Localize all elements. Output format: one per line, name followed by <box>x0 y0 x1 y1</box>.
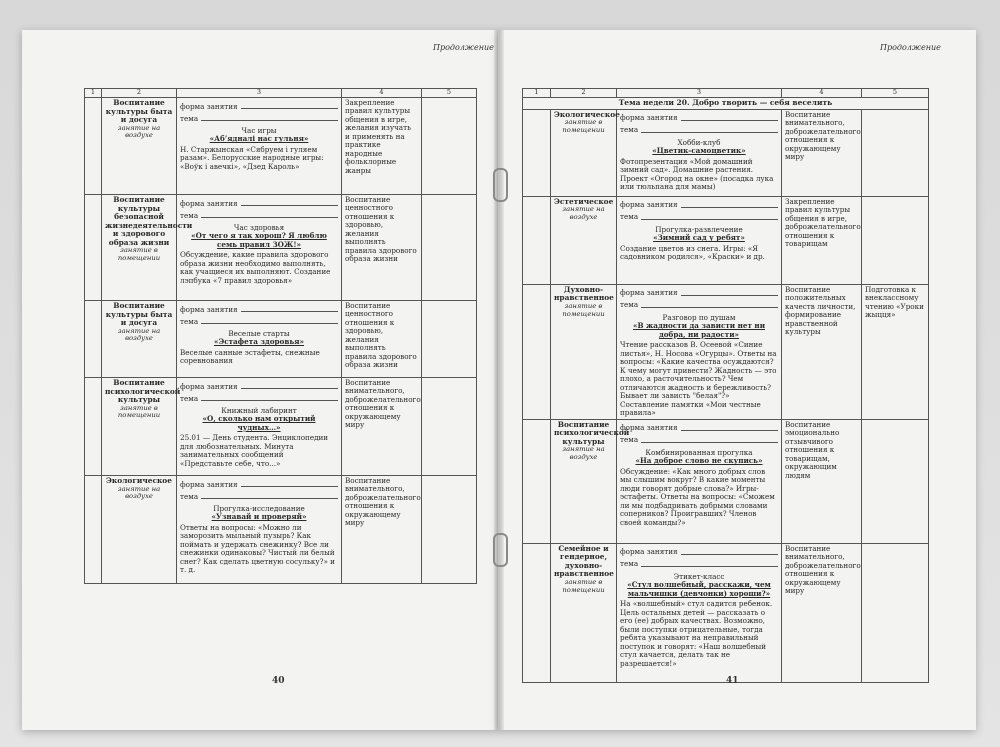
event-name: Комбинированная прогулка <box>645 447 753 457</box>
event-name: Час игры <box>241 126 277 135</box>
direction-title: Воспитание психологической культуры <box>554 419 630 446</box>
event-heading <box>620 139 778 156</box>
activity-row <box>523 284 929 419</box>
event-description: На «волшебный» стул садится ребенок. Цель остальных детей — рассказать о его (ее) добрых качествах. Возможно, были поступки отрицательные, тогда ребята указывают на неправильный поступок и говорят: «Наш волшебный стул качается, делать так не разрешается!» <box>620 599 773 668</box>
event-description: Веселые санные эстафеты, снежные соревнования <box>180 347 320 366</box>
direction-title: Воспитание культуры быта и досуга <box>105 301 173 328</box>
activity-row <box>85 378 477 476</box>
form-label: форма занятия <box>180 381 238 391</box>
row-number-cell <box>523 109 551 196</box>
event-description: Фотопрезентация «Мой домашний зимний сад». Домашние растения. Проект «Огород на окне» (посадка лука или тюльпана для мамы) <box>620 156 774 192</box>
row-number-cell <box>85 98 102 195</box>
col-number: 5 <box>862 89 929 98</box>
activity-row <box>523 543 929 682</box>
direction-title: Эстетическое <box>554 196 614 206</box>
activity-mode: занятие в помещении <box>562 301 605 318</box>
column-number-row <box>523 89 929 98</box>
form-field <box>620 111 778 123</box>
event-description: Обсуждение, какие правила здорового образа жизни необходимо выполнять, как учащиеся их выполняют. Создание лэпбука «7 правил здоровья» <box>180 250 331 285</box>
form-field <box>180 99 338 111</box>
event-name: Прогулка-развлечение <box>655 224 743 234</box>
page-number-left: 40 <box>272 676 285 686</box>
activity-cell <box>177 378 342 476</box>
form-label: форма занятия <box>620 113 678 123</box>
form-field <box>180 302 338 314</box>
activity-cell <box>177 195 342 301</box>
theme-field <box>620 433 778 445</box>
row-number-cell <box>85 378 102 476</box>
activity-cell <box>617 419 782 543</box>
activity-cell <box>617 284 782 419</box>
event-description: Создание цветов из снега. Игры: «Я садовником родился», «Краски» и др. <box>620 243 765 262</box>
theme-label: тема <box>180 316 199 326</box>
theme-field <box>620 298 778 310</box>
goal-cell: Закрепление правил культуры общения в игре, желания изучать и применять на практике народные фольклорные жанры <box>342 98 422 195</box>
direction-title: Воспитание культуры быта и досуга <box>105 98 173 125</box>
direction-title: Духовно-нравственное <box>554 284 614 303</box>
notes-cell <box>422 98 477 195</box>
theme-field <box>180 314 338 326</box>
form-field <box>620 545 778 557</box>
activity-cell <box>617 109 782 196</box>
activity-mode: занятие в помещении <box>117 403 161 420</box>
form-label: форма занятия <box>180 101 238 111</box>
goal-cell: Воспитание ценностного отношения к здоровью, желания выполнять правила здорового образа жизни <box>342 195 422 301</box>
form-blank-line <box>681 554 778 555</box>
event-name: Час здоровья <box>233 223 285 232</box>
continued-label-left: Продолжение <box>433 43 494 52</box>
theme-field <box>620 557 778 569</box>
row-number-cell <box>85 195 102 301</box>
row-number-cell <box>523 543 551 682</box>
form-blank-line <box>241 205 338 206</box>
week-theme-row <box>523 98 929 110</box>
event-title: «В жадности да зависти нет ни добра, ни радости» <box>632 321 766 339</box>
activity-cell <box>617 196 782 284</box>
theme-label: тема <box>620 300 639 310</box>
theme-blank-line <box>201 120 338 121</box>
col-number: 5 <box>422 89 477 98</box>
page-number-right: 41 <box>726 676 739 686</box>
goal-cell: Закрепление правил культуры общения в игре, доброжелательного отношения к товарищам <box>782 196 862 284</box>
direction-title: Семейное и гендерное, духовно-нравственное <box>554 543 614 579</box>
event-description: Обсуждение: «Как много добрых слов мы слышим вокруг? В какие моменты люди говорят добрые слова?» Игры-эстафеты. Ответы на вопросы: «Сможем ли мы подбадривать добрыми словами соперников? Проигравших? Членов своей команды?» <box>620 466 775 527</box>
col-number: 4 <box>342 89 422 98</box>
goal-cell: Воспитание ценностного отношения к здоровью, желания выполнять правила здорового образа жизни <box>342 301 422 378</box>
activity-row <box>523 419 929 543</box>
goal-cell: Воспитание внимательного, доброжелательного отношения к окружающему миру <box>782 109 862 196</box>
theme-field <box>180 489 338 501</box>
theme-blank-line <box>641 442 778 443</box>
theme-label: тема <box>620 125 639 135</box>
row-number-cell <box>85 301 102 378</box>
form-label: форма занятия <box>180 198 238 208</box>
event-name: Разговор по душам <box>662 312 736 322</box>
goal-cell: Воспитание внимательного, доброжелательного отношения к окружающему миру <box>782 543 862 682</box>
activity-row <box>523 196 929 284</box>
col-number: 4 <box>782 89 862 98</box>
form-field <box>620 421 778 433</box>
theme-label: тема <box>620 559 639 569</box>
activity-cell <box>177 98 342 195</box>
event-description: Чтение рассказов В. Осеевой «Синие листья», Н. Носова «Огурцы». Ответы на вопросы: «Какие качества осуждаются? К чему могут привести? Жадность — это плохо, а расточительность? Чем отличаются жадность и бережливость? Бывает ли зависть "белая"?» Составление памятки «Мои честные правила» <box>620 340 777 418</box>
direction-cell <box>551 284 617 419</box>
form-blank-line <box>681 295 778 296</box>
theme-label: тема <box>180 210 199 220</box>
notes-cell <box>422 476 477 584</box>
col-number: 1 <box>523 89 551 98</box>
form-blank-line <box>681 207 778 208</box>
event-title: «Зимний сад у ребят» <box>653 233 745 243</box>
direction-cell <box>551 109 620 196</box>
activity-mode: занятие на воздухе <box>117 123 161 140</box>
theme-blank-line <box>641 307 778 308</box>
notes-cell <box>422 195 477 301</box>
row-number-cell <box>523 419 551 543</box>
form-field <box>620 286 778 298</box>
theme-field <box>620 123 778 135</box>
col-number: 3 <box>617 89 782 98</box>
form-label: форма занятия <box>180 479 238 489</box>
form-label: форма занятия <box>620 547 678 557</box>
event-heading <box>180 224 338 249</box>
activity-mode: занятие на воздухе <box>562 205 605 222</box>
theme-blank-line <box>201 498 338 499</box>
continued-label-right: Продолжение <box>880 43 941 52</box>
direction-title: Воспитание культуры безопасной жизнедеятельности и здорового образа жизни <box>105 195 193 247</box>
row-number-cell <box>523 196 551 284</box>
theme-blank-line <box>641 219 778 220</box>
form-blank-line <box>241 486 338 487</box>
direction-cell <box>102 301 177 378</box>
staple-top <box>493 168 508 202</box>
activity-row <box>85 98 477 195</box>
event-heading <box>180 127 338 144</box>
theme-field <box>180 111 338 123</box>
event-description: Н. Старжынская «Сябруем і гуляем разам». Белорусские народные игры: «Воўк і авечкі», «Дзед Кароль» <box>180 144 324 171</box>
theme-label: тема <box>620 212 639 222</box>
form-blank-line <box>241 311 338 312</box>
notes-cell <box>422 301 477 378</box>
activity-row <box>85 195 477 301</box>
theme-blank-line <box>201 400 338 401</box>
activity-mode: занятие в помещении <box>562 577 605 594</box>
theme-field <box>620 210 778 222</box>
form-blank-line <box>681 120 778 121</box>
event-title: «На доброе слово не скупись» <box>635 456 763 466</box>
theme-blank-line <box>641 566 778 567</box>
notes-cell <box>862 109 929 196</box>
event-title: «О, сколько нам открытий чудных…» <box>202 414 316 432</box>
event-title: «От чего я так хорош? Я люблю семь правил ЗОЖ!» <box>191 231 327 249</box>
activity-mode: занятие в помещении <box>562 118 605 135</box>
row-number-cell <box>523 284 551 419</box>
form-label: форма занятия <box>620 200 678 210</box>
theme-blank-line <box>641 132 778 133</box>
activity-row <box>85 476 477 584</box>
activity-row <box>523 109 929 196</box>
event-heading <box>180 505 338 522</box>
form-label: форма занятия <box>620 288 678 298</box>
event-heading <box>620 226 778 243</box>
form-field <box>620 198 778 210</box>
goal-cell: Воспитание эмоционально отзывчивого отношения к товарищам, окружающим людям <box>782 419 862 543</box>
event-heading <box>620 314 778 339</box>
direction-cell <box>102 476 177 584</box>
event-heading <box>620 449 778 466</box>
form-blank-line <box>241 388 338 389</box>
theme-label: тема <box>180 113 199 123</box>
event-title: «Цветик-самоцветик» <box>652 146 746 156</box>
event-description: Ответы на вопросы: «Можно ли заморозить мыльный пузырь? Как поймать и удержать снежинку? Все ли снежинки одинаковы? Чистый ли белый снег? Как сделать цветную сосульку?» и т. д. <box>180 522 335 575</box>
direction-title: Экологическое <box>106 476 172 485</box>
notes-cell <box>862 196 929 284</box>
activity-cell <box>617 543 782 682</box>
notes-cell <box>422 378 477 476</box>
event-title: «Аб’ядналі нас гульня» <box>209 134 309 144</box>
direction-title: Воспитание психологической культуры <box>105 378 181 405</box>
goal-cell: Воспитание внимательного, доброжелательного отношения к окружающему миру <box>342 476 422 584</box>
activity-mode: занятие на воздухе <box>117 326 161 343</box>
theme-label: тема <box>620 435 639 445</box>
event-title: «Стул волшебный, расскажи, чем мальчишки (девчонки) хороши?» <box>627 580 771 598</box>
event-name: Этикет-класс <box>673 571 725 581</box>
event-heading <box>620 573 778 598</box>
event-heading <box>180 407 338 432</box>
form-label: форма занятия <box>180 304 238 314</box>
event-description: 25.01 — День студента. Энциклопедии для любознательных. Минута занимательных сообщений «Представьте себе, что...» <box>180 433 329 468</box>
event-heading <box>180 330 338 347</box>
activity-mode: занятие в помещении <box>117 246 161 262</box>
activity-mode: занятие на воздухе <box>562 445 605 462</box>
activity-row <box>85 301 477 378</box>
event-name: Веселые старты <box>228 329 290 338</box>
event-name: Хобби-клуб <box>677 137 721 147</box>
goal-cell: Воспитание положительных качеств личности, формирование нравственной культуры <box>782 284 862 419</box>
activity-mode: занятие на воздухе <box>117 484 161 501</box>
theme-blank-line <box>201 217 338 218</box>
goal-cell: Воспитание внимательного, доброжелательного отношения к окружающему миру <box>342 378 422 476</box>
event-title: «Узнавай и проверяй» <box>211 512 307 522</box>
notes-cell: Подготовка к внеклассному чтению «Уроки жыцця» <box>862 284 929 419</box>
form-field <box>180 477 338 489</box>
theme-field <box>180 391 338 403</box>
direction-cell <box>551 196 617 284</box>
direction-cell <box>102 378 181 476</box>
row-number-cell <box>85 476 102 584</box>
activity-cell <box>177 301 342 378</box>
theme-label: тема <box>180 393 199 403</box>
form-blank-line <box>241 108 338 109</box>
column-number-row <box>85 89 477 98</box>
theme-label: тема <box>180 491 199 501</box>
form-label: форма занятия <box>620 423 678 433</box>
event-title: «Эстафета здоровья» <box>213 337 305 347</box>
theme-blank-line <box>201 323 338 324</box>
notes-cell <box>862 543 929 682</box>
event-name: Книжный лабиринт <box>221 406 297 415</box>
direction-title: Экологическое <box>554 109 620 119</box>
col-number: 2 <box>551 89 617 98</box>
col-number: 1 <box>85 89 102 98</box>
col-number: 3 <box>177 89 342 98</box>
book-spine <box>494 30 504 730</box>
form-field <box>180 379 338 391</box>
form-field <box>180 196 338 208</box>
activity-cell <box>177 476 342 584</box>
left-plan-table <box>84 88 477 584</box>
event-name: Прогулка-исследование <box>213 504 305 513</box>
col-number: 2 <box>102 89 177 98</box>
direction-cell <box>102 98 177 195</box>
form-blank-line <box>681 430 778 431</box>
right-plan-table <box>522 88 929 683</box>
staple-bottom <box>493 533 508 567</box>
theme-field <box>180 208 338 220</box>
direction-cell <box>551 543 617 682</box>
week-theme: Тема недели 20. Добро творить — себя веселить <box>523 98 929 110</box>
notes-cell <box>862 419 929 543</box>
